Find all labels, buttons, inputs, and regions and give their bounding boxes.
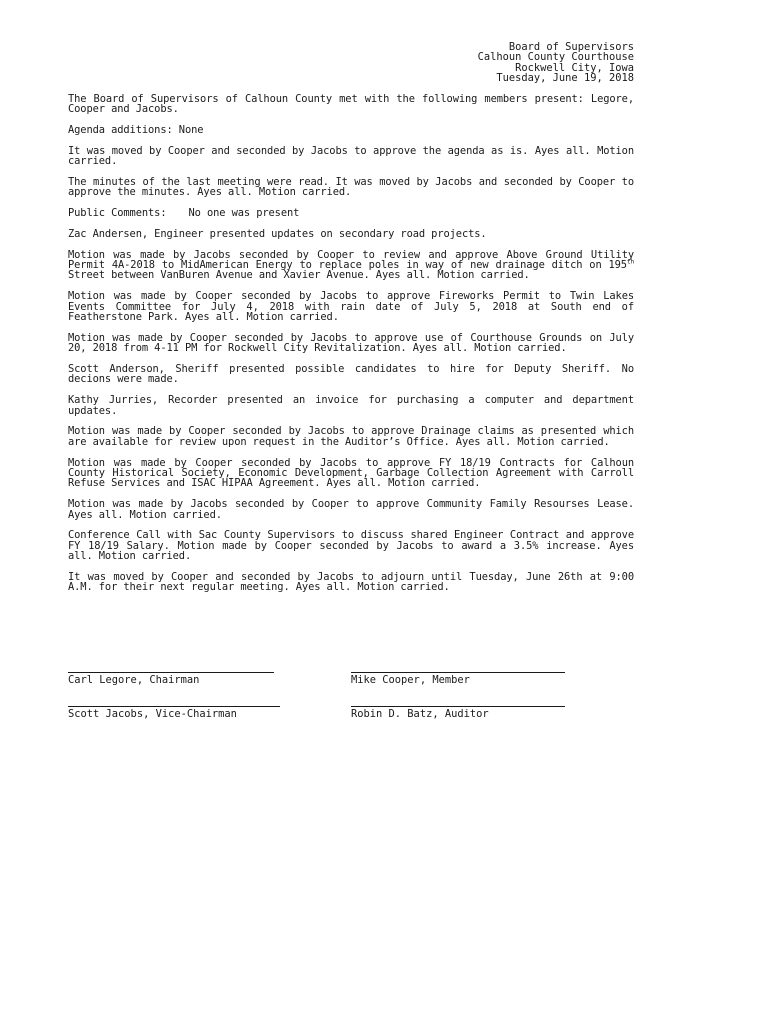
header-board: Board of Supervisors <box>508 41 634 53</box>
utility-permit-ordinal: th <box>626 258 634 266</box>
signature-line <box>351 662 565 673</box>
utility-permit-text-a: Motion was made by Jacobs seconded by Cooper to review and approve Above Ground Utility Permit 4A-2018 to MidAmerican Energy to replace poles in way of new drainage ditch on 195 <box>68 248 634 272</box>
public-comments-label: Public Comments: <box>68 207 167 220</box>
signature-auditor <box>351 696 634 720</box>
minutes-document <box>68 42 634 603</box>
paragraph-utility-permit <box>68 250 634 281</box>
paragraph-recorder-invoice: Kathy Jurries, Recorder presented an invoice for purchasing a computer and department updates. <box>68 394 634 417</box>
paragraph-conference-call: Conference Call with Sac County Supervisors to discuss shared Engineer Contract and approve FY 18/19 Salary. Motion made by Cooper seconded by Jacobs to award a 3.5% increase. Ayes all. Motion carried. <box>68 529 634 563</box>
document-header <box>68 42 634 84</box>
signature-chairman <box>68 662 351 686</box>
header-courthouse: Calhoun County Courthouse <box>477 51 634 64</box>
paragraph-attendance: The Board of Supervisors of Calhoun County met with the following members present: Legore, Cooper and Jacobs. <box>68 92 634 116</box>
paragraph-sheriff-candidates: Scott Anderson, Sheriff presented possible candidates to hire for Deputy Sheriff. No decions were made. <box>68 363 634 386</box>
signature-vice-chairman <box>68 696 351 720</box>
signature-block <box>68 662 634 730</box>
signature-line <box>351 696 565 707</box>
paragraph-minutes-approval: The minutes of the last meeting were read. It was moved by Jacobs and seconded by Cooper to approve the minutes. Ayes all. Motion carried. <box>68 175 634 199</box>
paragraph-engineer-update: Zac Andersen, Engineer presented updates on secondary road projects. <box>68 227 487 240</box>
public-comments-value: No one was present <box>188 207 300 220</box>
paragraph-agenda-additions: Agenda additions: None <box>68 123 204 136</box>
signature-row <box>68 662 634 686</box>
paragraph-lease: Motion was made by Jacobs seconded by Cooper to approve Community Family Resourses Lease. Ayes all. Motion carried. <box>68 498 634 521</box>
signature-name: Scott Jacobs, Vice-Chairman <box>68 708 237 720</box>
paragraph-fy-contracts: Motion was made by Cooper seconded by Jacobs to approve FY 18/19 Contracts for Calhoun County Historical Society, Economic Development, Garbage Collection Agreement with Carroll Refuse Services and ISAC HIPAA Agreement. Ayes all. Motion carried. <box>68 456 634 490</box>
signature-line <box>68 696 280 707</box>
utility-permit-text-b: Street between VanBuren Avenue and Xavier Avenue. Ayes all. Motion carried. <box>68 269 530 282</box>
paragraph-fireworks-permit: Motion was made by Cooper seconded by Jacobs to approve Fireworks Permit to Twin Lakes Events Committee for July 4, 2018 with rain date of July 5, 2018 at South end of Featherstone Park. Ayes all. Motion carried. <box>68 290 634 324</box>
paragraph-public-comments <box>68 208 634 218</box>
signature-line <box>68 662 274 673</box>
paragraph-courthouse-grounds: Motion was made by Cooper seconded by Jacobs to approve use of Courthouse Grounds on July 20, 2018 from 4-11 PM for Rockwell City Revitalization. Ayes all. Motion carried. <box>68 331 634 355</box>
paragraph-drainage-claims: Motion was made by Cooper seconded by Jacobs to approve Drainage claims as presented which are available for review upon request in the Auditor’s Office. Ayes all. Motion carried. <box>68 425 634 448</box>
header-date: Tuesday, June 19, 2018 <box>496 72 634 85</box>
signature-name: Robin D. Batz, Auditor <box>351 708 489 720</box>
signature-row <box>68 696 634 720</box>
header-city: Rockwell City, Iowa <box>515 61 634 74</box>
signature-member <box>351 662 634 686</box>
paragraph-adjournment: It was moved by Cooper and seconded by Jacobs to adjourn until Tuesday, June 26th at 9:00 A.M. for their next regular meeting. Ayes all. Motion carried. <box>68 571 634 594</box>
paragraph-agenda-approval: It was moved by Cooper and seconded by Jacobs to approve the agenda as is. Ayes all. Motion carried. <box>68 144 634 168</box>
signature-name: Mike Cooper, Member <box>351 674 470 686</box>
signature-name: Carl Legore, Chairman <box>68 674 200 686</box>
